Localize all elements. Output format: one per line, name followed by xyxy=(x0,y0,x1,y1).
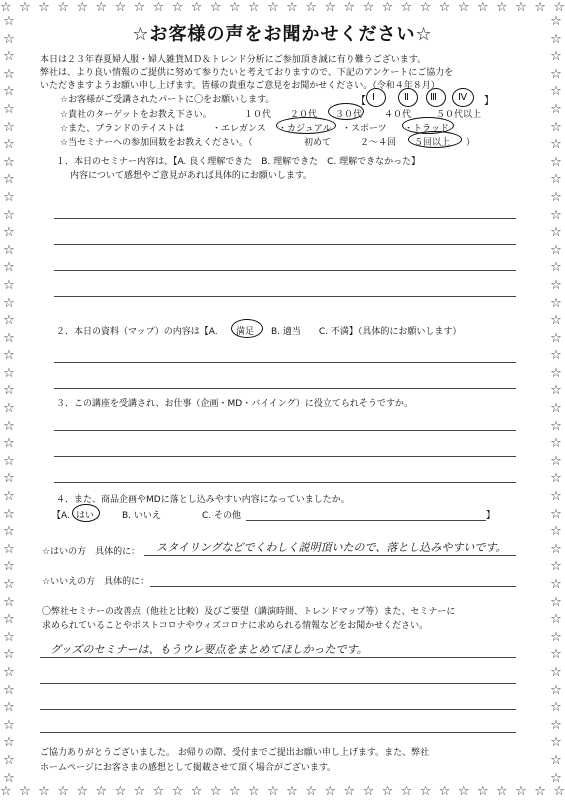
border-star: ☆ xyxy=(248,784,260,799)
border-star: ☆ xyxy=(3,365,15,381)
target-question: ☆貴社のターゲットをお教え下さい。 xyxy=(60,110,212,120)
border-star: ☆ xyxy=(286,784,298,799)
intro-line-1: 本日は２３年春夏婦人服・婦人雑貨ＭＤ＆トレンド分析にご参加頂き誠に有り難うございます。 xyxy=(40,55,427,65)
q3-answer-line-1[interactable] xyxy=(54,430,516,431)
border-star: ☆ xyxy=(550,242,562,258)
star-border-bottom xyxy=(0,784,565,800)
taste-option-elegance[interactable]: ・エレガンス xyxy=(212,124,266,134)
q4-text: ４．また、商品企画やMDに落とし込みやすい内容になっていましたか。 xyxy=(56,495,350,505)
q1-answer-line-3[interactable] xyxy=(54,270,516,271)
q2-prefix: ２．本日の資料（マップ）の内容は【A. xyxy=(56,327,218,337)
border-star: ☆ xyxy=(419,0,432,15)
border-star: ☆ xyxy=(550,717,562,733)
q2-suffix: B. 適当 C. 不満】（具体的にお願いします） xyxy=(262,327,462,337)
border-star: ☆ xyxy=(3,682,15,698)
q3-text: ３．この講座を受講され、お仕事（企画・MD・バイイング）に役立てられそうですか。 xyxy=(56,399,413,409)
q4-no-label: ☆いいえの方 具体的に： xyxy=(42,577,150,587)
border-star: ☆ xyxy=(3,330,15,346)
border-star: ☆ xyxy=(550,418,562,434)
border-star: ☆ xyxy=(550,664,562,680)
border-star: ☆ xyxy=(496,784,508,799)
border-star: ☆ xyxy=(553,784,565,799)
border-star: ☆ xyxy=(438,784,451,799)
part-option-1[interactable]: Ⅰ xyxy=(372,92,375,103)
border-star: ☆ xyxy=(57,784,69,799)
q3-answer-line-2[interactable] xyxy=(54,456,516,457)
q5-answer-line-3[interactable] xyxy=(40,709,516,710)
border-star: ☆ xyxy=(550,207,562,223)
border-star: ☆ xyxy=(550,436,562,452)
border-star: ☆ xyxy=(19,784,31,799)
border-star: ☆ xyxy=(3,594,15,610)
border-star: ☆ xyxy=(3,752,15,768)
footer-line-1: ご協力ありがとうございました。 お帰りの際、受付までご提出お願い申し上げます。また、弊社 xyxy=(40,748,430,758)
border-star: ☆ xyxy=(3,506,15,522)
border-star: ☆ xyxy=(534,0,546,15)
border-star: ☆ xyxy=(3,313,15,329)
page-title: ☆お客様の声をお聞かせください☆ xyxy=(132,24,433,45)
border-star: ☆ xyxy=(3,207,15,223)
taste-option-sports[interactable]: ・スポーツ xyxy=(342,124,387,134)
border-star: ☆ xyxy=(190,0,203,15)
border-star: ☆ xyxy=(419,784,432,799)
border-star: ☆ xyxy=(550,383,562,399)
border-star: ☆ xyxy=(550,594,562,610)
border-star: ☆ xyxy=(553,0,565,15)
q2-answer-line-1[interactable] xyxy=(54,362,516,363)
border-star: ☆ xyxy=(3,49,15,65)
target-option-30s[interactable]: ３０代 xyxy=(335,110,363,120)
q4-yes-line[interactable] xyxy=(144,555,516,556)
border-star: ☆ xyxy=(550,365,562,381)
border-star: ☆ xyxy=(400,0,413,15)
border-star: ☆ xyxy=(114,784,127,799)
taste-option-casual[interactable]: ・カジュアル xyxy=(278,124,332,134)
border-star: ☆ xyxy=(550,506,562,522)
border-star: ☆ xyxy=(496,0,508,15)
border-star: ☆ xyxy=(476,0,489,15)
border-star: ☆ xyxy=(114,0,127,15)
border-star: ☆ xyxy=(152,0,165,15)
border-star: ☆ xyxy=(3,559,15,575)
border-star: ☆ xyxy=(38,0,50,15)
q5-answer-line-4[interactable] xyxy=(40,732,516,733)
border-star: ☆ xyxy=(171,784,184,799)
q4-no-line[interactable] xyxy=(150,586,516,587)
q5-answer-line-1[interactable] xyxy=(40,657,516,658)
intro-line-3: いただきますようお願い申し上げます。皆様の貴重なご意見をお聞かせください。（令和４年８月） xyxy=(40,81,440,91)
border-star: ☆ xyxy=(457,784,470,799)
part-option-3[interactable]: Ⅲ xyxy=(430,92,437,103)
part-4-circle xyxy=(452,88,474,107)
star-border-left xyxy=(2,14,16,786)
target-30s-circle xyxy=(328,103,364,120)
q5-line-2: 求められていることやポストコロナやウィズコロナに求められる情報などをお聞かせください。 xyxy=(42,621,429,631)
border-star: ☆ xyxy=(381,0,394,15)
border-star: ☆ xyxy=(3,295,15,311)
count-option-5plus[interactable]: ５回以上 xyxy=(414,138,451,148)
star-border-right xyxy=(549,14,563,786)
q5-answer[interactable]: グッズのセミナーは、もうウレ要点をまとめてほしかったです。 xyxy=(50,643,368,656)
border-star: ☆ xyxy=(3,242,15,258)
border-star: ☆ xyxy=(515,784,527,799)
taste-question: ☆また、ブランドのテイストは xyxy=(60,124,185,134)
border-star: ☆ xyxy=(362,784,375,799)
border-star: ☆ xyxy=(550,770,562,786)
q1-answer-line-2[interactable] xyxy=(54,244,516,245)
border-star: ☆ xyxy=(550,295,562,311)
border-star: ☆ xyxy=(267,784,279,799)
border-star: ☆ xyxy=(3,629,15,645)
border-star: ☆ xyxy=(343,0,356,15)
border-star: ☆ xyxy=(305,0,317,15)
target-option-40s[interactable]: ４０代 xyxy=(384,110,412,120)
border-star: ☆ xyxy=(550,66,562,82)
border-star: ☆ xyxy=(550,348,562,364)
border-star: ☆ xyxy=(550,172,562,188)
border-star: ☆ xyxy=(305,784,317,799)
border-star: ☆ xyxy=(3,436,15,452)
border-star: ☆ xyxy=(3,14,15,29)
border-star: ☆ xyxy=(76,0,88,15)
border-star: ☆ xyxy=(550,313,562,329)
border-star: ☆ xyxy=(550,189,562,205)
survey-form xyxy=(26,14,539,786)
q4-bracket-open: 【A. xyxy=(52,511,70,521)
border-star: ☆ xyxy=(550,84,562,100)
border-star: ☆ xyxy=(3,664,15,680)
border-star: ☆ xyxy=(324,784,336,799)
border-star: ☆ xyxy=(438,0,451,15)
border-star: ☆ xyxy=(0,0,12,15)
border-star: ☆ xyxy=(550,137,562,153)
border-star: ☆ xyxy=(550,453,562,469)
part-1-circle xyxy=(366,88,386,107)
count-close: ） xyxy=(466,138,476,148)
border-star: ☆ xyxy=(152,784,165,799)
border-star: ☆ xyxy=(550,541,562,557)
border-star: ☆ xyxy=(550,14,562,29)
border-star: ☆ xyxy=(133,0,146,15)
target-option-50plus[interactable]: ５０代以上 xyxy=(436,110,482,120)
border-star: ☆ xyxy=(3,612,15,628)
border-star: ☆ xyxy=(3,471,15,487)
q4-yes-circle xyxy=(72,504,100,522)
border-star: ☆ xyxy=(267,0,279,15)
q2-answer-line-2[interactable] xyxy=(54,388,516,389)
border-star: ☆ xyxy=(550,629,562,645)
border-star: ☆ xyxy=(38,784,50,799)
count-question: ☆当セミナーへの参加回数をお教えください。（ xyxy=(60,138,253,148)
border-star: ☆ xyxy=(550,260,562,276)
border-star: ☆ xyxy=(248,0,260,15)
border-star: ☆ xyxy=(3,700,15,716)
q1-answer-line-1[interactable] xyxy=(54,218,516,219)
border-star: ☆ xyxy=(3,717,15,733)
border-star: ☆ xyxy=(550,647,562,663)
border-star: ☆ xyxy=(3,101,15,117)
border-star: ☆ xyxy=(550,154,562,170)
border-star: ☆ xyxy=(3,137,15,153)
intro-line-2: 弊社は、より良い情報のご提供に努めて参りたいと考えておりますので、下記のアンケートにご協力を xyxy=(40,68,454,78)
border-star: ☆ xyxy=(550,735,562,751)
border-star: ☆ xyxy=(381,784,394,799)
border-star: ☆ xyxy=(550,524,562,540)
q5-answer-line-2[interactable] xyxy=(40,683,516,684)
border-star: ☆ xyxy=(400,784,413,799)
border-star: ☆ xyxy=(550,31,562,47)
border-star: ☆ xyxy=(228,784,241,799)
count-option-2to4[interactable]: ２～４回 xyxy=(360,138,397,148)
taste-casual-circle xyxy=(276,117,336,134)
count-option-first[interactable]: 初めて xyxy=(304,138,332,148)
border-star: ☆ xyxy=(3,66,15,82)
border-star: ☆ xyxy=(228,0,241,15)
target-option-20s[interactable]: ２０代 xyxy=(290,110,318,120)
border-star: ☆ xyxy=(324,0,336,15)
border-star: ☆ xyxy=(3,119,15,135)
q4-option-yes[interactable]: はい xyxy=(76,511,95,521)
border-star: ☆ xyxy=(3,260,15,276)
border-star: ☆ xyxy=(550,700,562,716)
border-star: ☆ xyxy=(550,559,562,575)
border-star: ☆ xyxy=(3,154,15,170)
border-star: ☆ xyxy=(534,784,546,799)
border-star: ☆ xyxy=(3,277,15,293)
q4-option-no[interactable]: B. いいえ xyxy=(122,511,161,521)
border-star: ☆ xyxy=(95,784,108,799)
footer-line-2: ホームページにお客さまの感想として掲載させて頂く場合がございます。 xyxy=(40,763,337,773)
border-star: ☆ xyxy=(550,471,562,487)
border-star: ☆ xyxy=(457,0,470,15)
border-star: ☆ xyxy=(3,770,15,786)
part-3-circle xyxy=(426,88,446,107)
border-star: ☆ xyxy=(550,49,562,65)
border-star: ☆ xyxy=(3,524,15,540)
part-bracket-open: 【 xyxy=(356,96,366,107)
border-star: ☆ xyxy=(3,189,15,205)
border-star: ☆ xyxy=(550,682,562,698)
border-star: ☆ xyxy=(286,0,298,15)
border-star: ☆ xyxy=(515,0,527,15)
border-star: ☆ xyxy=(190,784,203,799)
border-star: ☆ xyxy=(3,489,15,505)
border-star: ☆ xyxy=(550,577,562,592)
q1-answer-line-4[interactable] xyxy=(54,296,516,297)
border-star: ☆ xyxy=(209,0,222,15)
border-star: ☆ xyxy=(95,0,108,15)
border-star: ☆ xyxy=(3,418,15,434)
border-star: ☆ xyxy=(550,277,562,293)
border-star: ☆ xyxy=(3,348,15,364)
border-star: ☆ xyxy=(550,612,562,628)
border-star: ☆ xyxy=(3,541,15,557)
part-option-4[interactable]: Ⅳ xyxy=(458,92,468,103)
border-star: ☆ xyxy=(171,0,184,15)
border-star: ☆ xyxy=(550,489,562,505)
border-star: ☆ xyxy=(550,225,562,241)
border-star: ☆ xyxy=(550,401,562,417)
border-star: ☆ xyxy=(476,784,489,799)
border-star: ☆ xyxy=(3,383,15,399)
border-star: ☆ xyxy=(550,752,562,768)
border-star: ☆ xyxy=(3,453,15,469)
part-bracket-close: 】 xyxy=(484,96,494,107)
border-star: ☆ xyxy=(362,0,375,15)
border-star: ☆ xyxy=(3,172,15,188)
q3-answer-line-3[interactable] xyxy=(54,482,516,483)
border-star: ☆ xyxy=(3,401,15,417)
part-2-circle xyxy=(398,88,418,107)
count-5plus-circle xyxy=(408,131,462,148)
border-star: ☆ xyxy=(0,784,12,799)
border-star: ☆ xyxy=(3,647,15,663)
border-star: ☆ xyxy=(550,119,562,135)
border-star: ☆ xyxy=(343,784,356,799)
border-star: ☆ xyxy=(76,784,88,799)
q4-yes-answer[interactable]: スタイリングなどでくわしく説明頂いたので、落とし込みやすいです。 xyxy=(156,541,507,554)
border-star: ☆ xyxy=(3,577,15,592)
q4-other-line[interactable] xyxy=(246,520,486,521)
taste-option-trad[interactable]: ・トラッド xyxy=(404,124,449,134)
border-star: ☆ xyxy=(57,0,69,15)
q2-answer-a[interactable]: 満足 xyxy=(236,327,255,337)
q4-bracket-close: 】 xyxy=(486,511,496,521)
border-star: ☆ xyxy=(3,31,15,47)
q1-text: １．本日のセミナー内容は、【A. 良く理解できた B. 理解できた C. 理解できなかった】 xyxy=(56,157,421,167)
q5-line-1: 〇弊社セミナーの改善点（他社と比較）及びご要望（講演時間、トレンドマップ等）また、セミナーに xyxy=(42,607,456,617)
border-star: ☆ xyxy=(3,84,15,100)
border-star: ☆ xyxy=(133,784,146,799)
q4-option-other[interactable]: C. その他 xyxy=(202,511,242,521)
part-question: ☆お客様がご受講されたパートに〇をお願いします。 xyxy=(60,95,275,105)
border-star: ☆ xyxy=(19,0,31,15)
q2-answer-circle xyxy=(231,319,263,338)
border-star: ☆ xyxy=(550,101,562,117)
border-star: ☆ xyxy=(3,225,15,241)
part-option-2[interactable]: Ⅱ xyxy=(404,92,409,103)
border-star: ☆ xyxy=(209,784,222,799)
target-option-10s[interactable]: １０代 xyxy=(244,110,272,120)
q1-sub: 内容について感想やご意見があれば具体的にお願いします。 xyxy=(70,171,313,181)
border-star: ☆ xyxy=(3,735,15,751)
q4-yes-label: ☆はいの方 具体的に： xyxy=(42,547,141,557)
border-star: ☆ xyxy=(550,330,562,346)
